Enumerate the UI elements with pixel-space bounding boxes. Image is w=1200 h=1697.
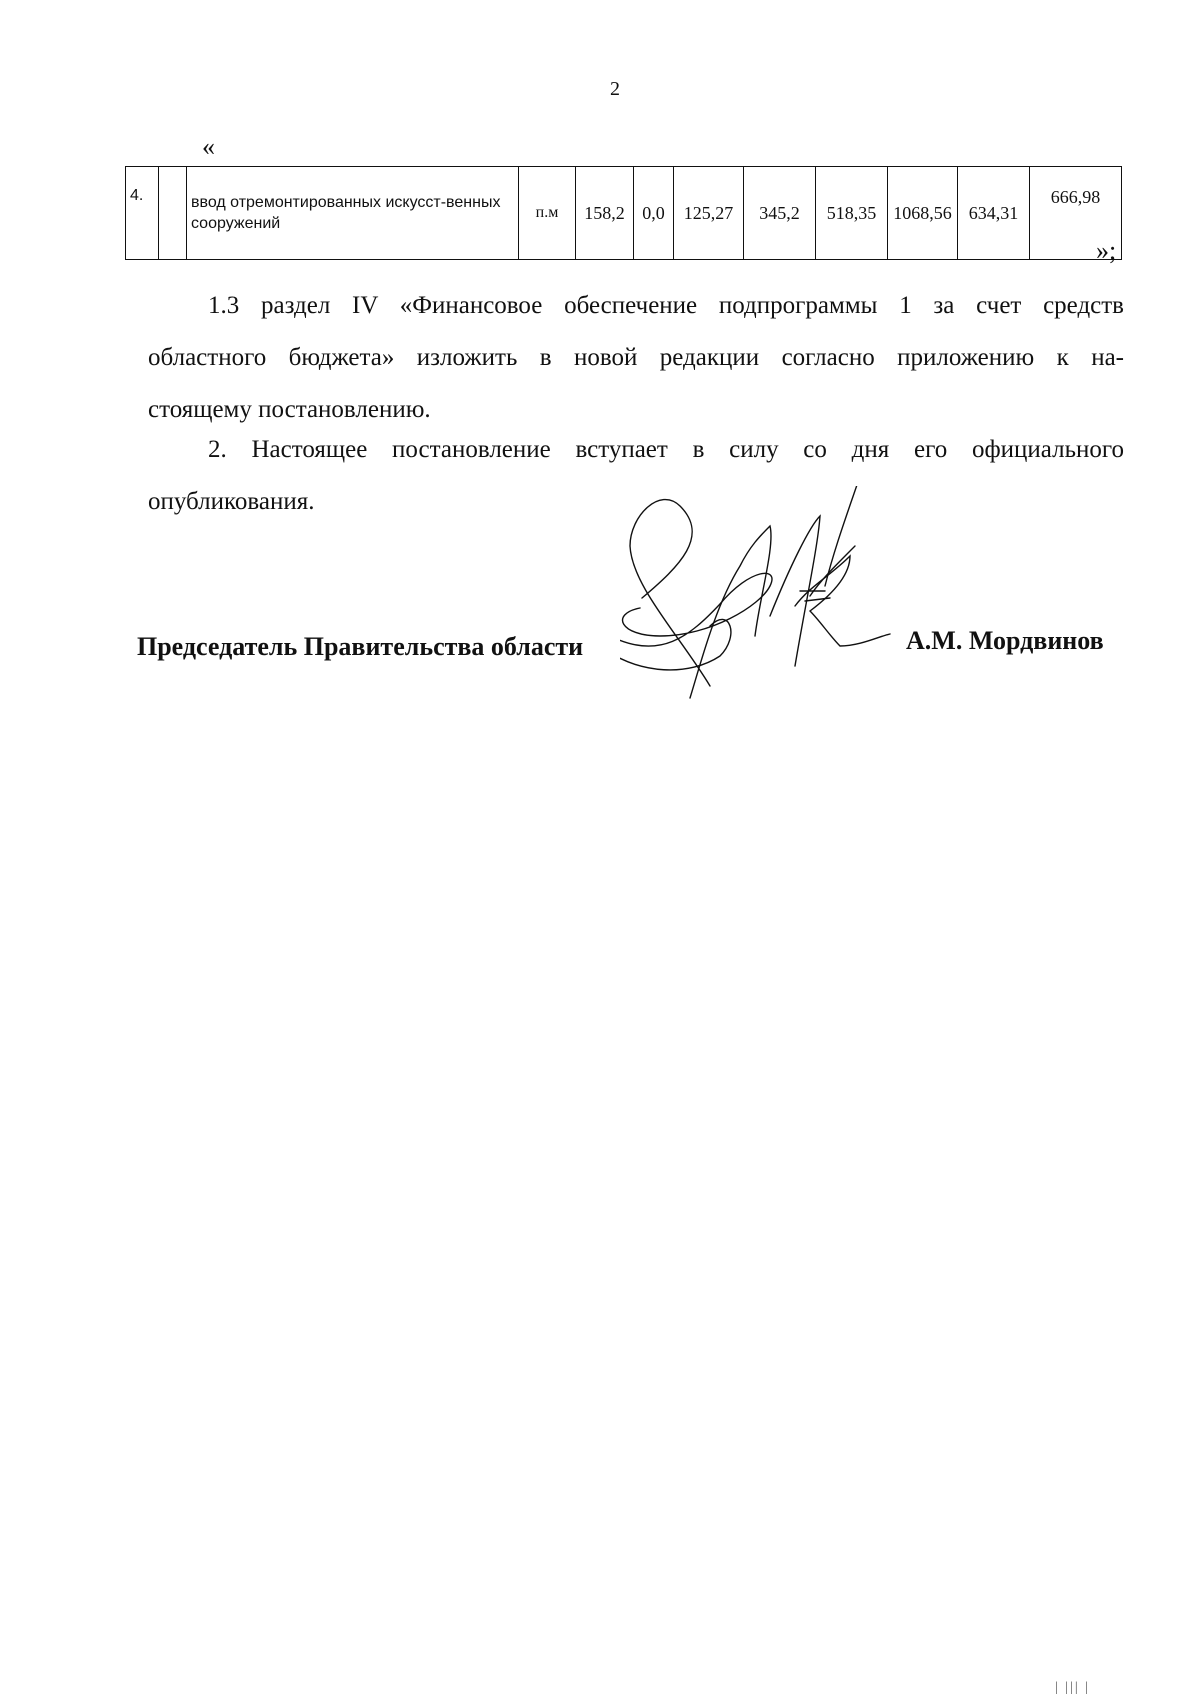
page-number: 2 xyxy=(610,78,620,100)
value-cell: 666,98 xyxy=(1030,167,1122,260)
row-unit: п.м xyxy=(519,167,576,260)
value-cell: 125,27 xyxy=(674,167,744,260)
table-row xyxy=(126,167,1122,260)
paragraph-line: областного бюджета» изложить в новой редакции согласно приложению к на- xyxy=(148,344,1124,371)
signatory-title: Председатель Правительства области xyxy=(137,632,584,661)
value-cell: 634,31 xyxy=(958,167,1030,260)
paragraph-line: 2. Настоящее постановление вступает в силу со дня его официального xyxy=(208,436,1124,463)
quote-close: »; xyxy=(1096,236,1117,265)
value-cell: 518,35 xyxy=(816,167,888,260)
row-description: ввод отремонтированных искусст-венных сооружений xyxy=(187,167,519,260)
value-cell: 0,0 xyxy=(634,167,674,260)
value-cell: 345,2 xyxy=(744,167,816,260)
signatory-name: А.М. Мордвинов xyxy=(906,626,1104,655)
value-cell: 158,2 xyxy=(576,167,634,260)
value-cell: 1068,56 xyxy=(888,167,958,260)
scan-marks: | ||| | xyxy=(1055,1680,1091,1695)
paragraph-line: стоящему постановлению. xyxy=(148,396,431,423)
paragraph-line: 1.3 раздел IV «Финансовое обеспечение подпрограммы 1 за счет средств xyxy=(208,292,1124,319)
paragraph-line: опубликования. xyxy=(148,488,315,515)
quote-open: « xyxy=(202,132,215,161)
row-number: 4. xyxy=(126,167,159,260)
empty-cell xyxy=(159,167,187,260)
amendment-table xyxy=(125,166,1122,260)
paragraph-1-3 xyxy=(148,280,1124,436)
signature-icon xyxy=(620,486,900,756)
